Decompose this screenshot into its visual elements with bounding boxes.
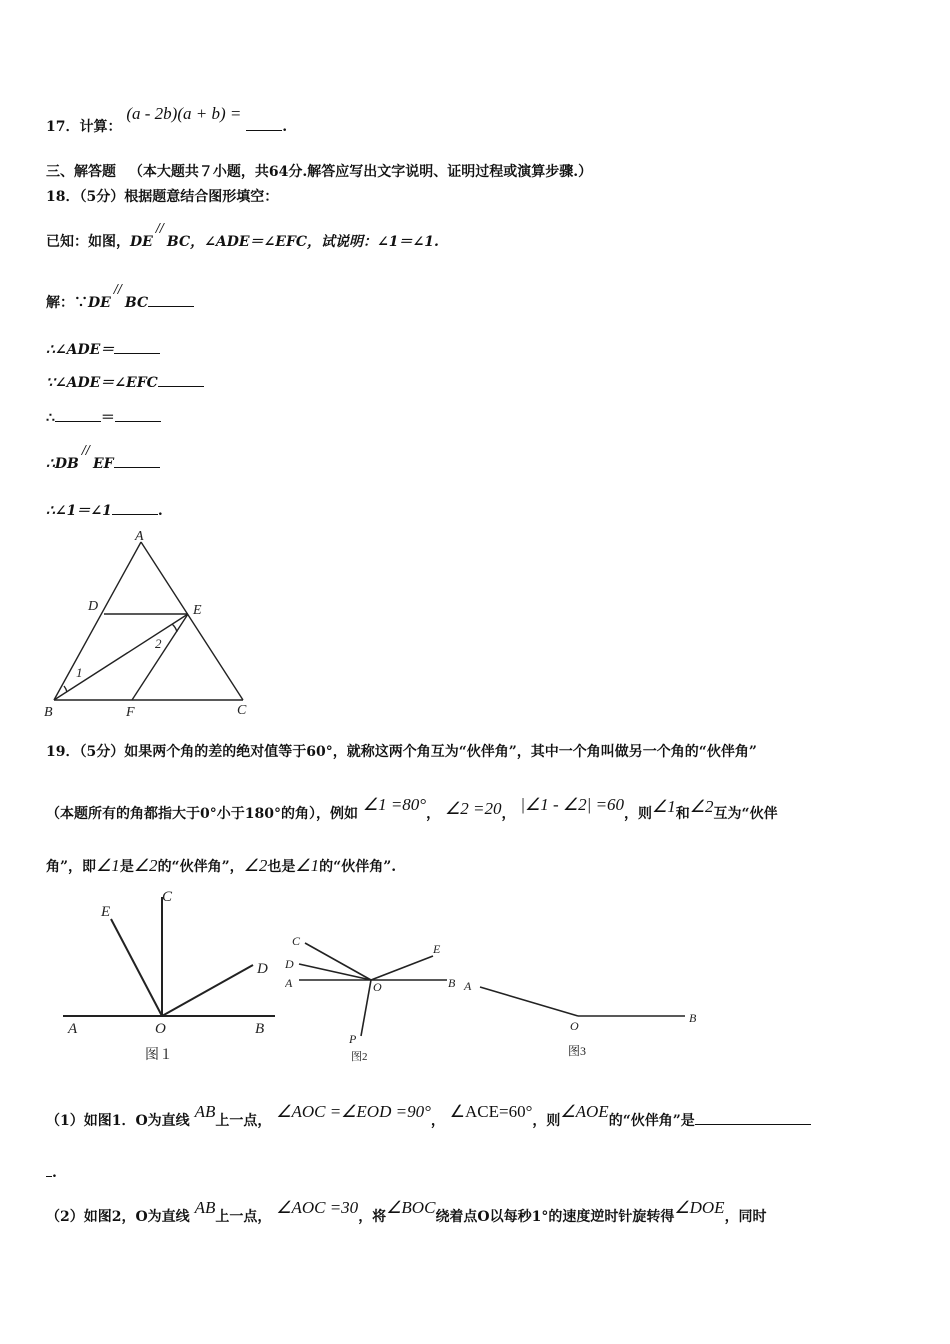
reason-blank-1	[148, 292, 194, 307]
q19-part1-continuation	[46, 1162, 57, 1183]
ray-oa	[480, 987, 578, 1016]
q18-given	[46, 221, 439, 252]
reason-blank-4a	[55, 407, 101, 422]
angle1-ref: ∠1	[652, 797, 676, 816]
angle-boc-ref: ∠BOC	[386, 1198, 436, 1217]
angle1-ref: ∠1	[295, 856, 320, 875]
q17-line	[46, 104, 288, 137]
triangle-figure	[40, 528, 270, 723]
section3-title: 三、解答题	[46, 164, 116, 180]
fig1-label-A: A	[68, 1021, 78, 1037]
q19-p1-sep: ，	[430, 1113, 445, 1129]
q18-step4-prefix: ∴	[46, 410, 55, 426]
q19-p2-c: ，将	[358, 1209, 387, 1225]
ray-oe	[371, 956, 433, 980]
angle-difference: |∠1 - ∠2| =60	[520, 795, 625, 814]
label-A: A	[135, 529, 144, 544]
label-angle-2: 2	[155, 636, 162, 651]
angle2-ref: ∠2	[133, 856, 158, 875]
q18-step6-tail: .	[157, 503, 163, 519]
q18-step5	[46, 443, 160, 474]
section3-note: （本大题共７小题，共64分.解答应写出文字说明、证明过程或演算步骤.）	[128, 164, 593, 180]
segment-be	[54, 614, 188, 700]
q17-number: 17．计算：	[46, 119, 122, 135]
q19-part2	[46, 1198, 767, 1227]
q18-sol-bc: BC	[124, 295, 149, 311]
q18-solution-line1	[46, 282, 194, 313]
q17-period: .	[282, 119, 288, 135]
q19-line3	[46, 856, 396, 877]
fig2-label-P: P	[349, 1032, 357, 1046]
q18-step4-eq: ＝	[100, 410, 115, 426]
fig2-label-A: A	[285, 976, 293, 990]
ray-od	[299, 964, 371, 980]
label-D: D	[88, 599, 99, 614]
label-B: B	[44, 705, 53, 720]
fig1-label-D: D	[257, 961, 268, 977]
ray-od	[162, 965, 253, 1016]
q19-p2-e: ，同时	[724, 1209, 767, 1225]
q19-l2-a: （本题所有的角都指大于0°小于180°的角），例如	[46, 806, 358, 822]
q18-sol-de: DE	[88, 295, 111, 311]
q19-l2-b: ，则	[624, 806, 653, 822]
fig2-label-D: D	[285, 957, 294, 971]
q19-p1-b: 上一点，	[215, 1113, 272, 1129]
q19-p1-d: 的“伙伴角”是	[608, 1113, 695, 1129]
reason-blank-4b	[115, 407, 161, 422]
q19-l3-e: 的“伙伴角”.	[319, 859, 397, 875]
reason-blank-6	[112, 500, 158, 515]
q18-step6	[46, 500, 163, 521]
q18-step6-text: ∴∠1＝∠1	[46, 503, 112, 519]
q19-line1: 19．（5分）如果两个角的差的绝对值等于60°，就称这两个角互为“伙伴角”，其中一个角叫做另一个角的“伙伴角”	[46, 744, 757, 760]
label-E: E	[193, 603, 202, 618]
fig3-caption: 图3	[568, 1044, 587, 1058]
figure-1	[55, 885, 285, 1065]
ray-oe	[111, 919, 162, 1016]
fig3-label-O: O	[570, 1019, 579, 1033]
fig3-label-A: A	[464, 979, 472, 993]
fig1-label-B: B	[255, 1021, 265, 1037]
q19-p1-c: ，则	[532, 1113, 561, 1129]
fig3-label-B: B	[689, 1011, 697, 1025]
fig1-label-O: O	[155, 1021, 166, 1037]
reason-blank-5	[114, 453, 160, 468]
q19-p1-a: （1）如图1．O为直线	[46, 1113, 190, 1129]
q18-sol-prefix: 解：∵	[46, 295, 88, 311]
figure-2	[285, 930, 465, 1065]
q19-part1	[46, 1102, 811, 1131]
q19-l2-sep1: ，	[426, 806, 441, 822]
q18-given-rest: BC，∠ADE＝∠EFC，试说明：∠1＝∠1.	[166, 234, 439, 250]
q17-answer-blank	[246, 116, 282, 131]
q18-step3-text: ∵∠ADE＝∠EFC	[46, 375, 158, 391]
line-ab-ref: AB	[194, 1102, 216, 1121]
q18-given-de: DE	[130, 234, 153, 250]
fig1-label-E: E	[101, 904, 111, 920]
fig2-label-O: O	[373, 980, 382, 994]
figure-3	[460, 975, 705, 1065]
side-ac	[141, 542, 243, 700]
q19-l2-c: 和	[675, 806, 690, 822]
label-F: F	[126, 705, 135, 720]
angle-2-arc	[172, 624, 177, 632]
reason-blank-3	[158, 372, 204, 387]
parallel-symbol: //	[113, 282, 122, 296]
q19-l2-sep2: ，	[501, 806, 516, 822]
q19-l3-d: 也是	[267, 859, 296, 875]
q19-p1-cont: .	[52, 1165, 57, 1181]
q18-step5-ef: EF	[92, 456, 114, 472]
parallel-symbol: //	[81, 443, 90, 457]
q19-l3-b: 是	[119, 859, 134, 875]
part1-answer-blank	[695, 1110, 811, 1125]
q17-expression: (a - 2b)(a + b) =	[126, 104, 242, 123]
fig2-label-B: B	[448, 976, 456, 990]
angle-aoe-ref: ∠AOE	[560, 1102, 609, 1121]
label-angle-1: 1	[76, 665, 83, 680]
parallel-symbol: //	[155, 221, 164, 235]
fig1-label-C: C	[162, 889, 173, 905]
q18-header: 18．（5分）根据题意结合图形填空：	[46, 189, 279, 205]
q18-given-prefix: 已知：如图，	[46, 234, 130, 250]
fig2-label-E: E	[433, 942, 441, 956]
q18-step2-text: ∴∠ADE＝	[46, 342, 115, 358]
angle-ace-condition: ∠ACE=60°	[449, 1102, 533, 1121]
q18-step4	[46, 407, 161, 428]
section3-heading	[46, 162, 592, 182]
fig1-caption: 图１	[145, 1048, 173, 1063]
q19-p2-d: 绕着点O以每秒1°的速度逆时针旋转得	[435, 1209, 675, 1225]
q19-line2	[46, 795, 778, 824]
angle1-example: ∠1 =80°	[362, 795, 427, 814]
side-ab	[54, 542, 141, 700]
segment-fe	[132, 614, 188, 700]
q19-l3-c: 的“伙伴角”，	[157, 859, 244, 875]
label-C: C	[237, 703, 247, 718]
q19-p2-b: 上一点，	[215, 1209, 272, 1225]
q19-p2-a: （2）如图2，O为直线	[46, 1209, 190, 1225]
reason-blank-2	[114, 339, 160, 354]
angle-1-arc	[64, 686, 67, 692]
angle1-ref: ∠1	[96, 856, 120, 875]
q18-step3	[46, 372, 204, 393]
q19-l3-a: 角”，即	[46, 859, 97, 875]
angle2-example: ∠2 =20	[444, 799, 502, 818]
angle-aoc-condition: ∠AOC =30	[276, 1198, 359, 1217]
angle-doe-ref: ∠DOE	[674, 1198, 725, 1217]
ray-oc	[305, 943, 371, 980]
fig2-caption: 图2	[351, 1051, 368, 1063]
angle2-ref: ∠2	[243, 856, 268, 875]
line-ab-ref: AB	[194, 1198, 216, 1217]
ray-op	[361, 980, 371, 1036]
right-angles-condition: ∠AOC =∠EOD =90°	[276, 1102, 431, 1121]
fig2-label-C: C	[292, 934, 301, 948]
q18-step5-prefix: ∴DB	[46, 456, 79, 472]
q19-l2-d: 互为“伙伴	[713, 806, 778, 822]
angle2-ref: ∠2	[689, 797, 714, 816]
q18-step2	[46, 339, 160, 360]
